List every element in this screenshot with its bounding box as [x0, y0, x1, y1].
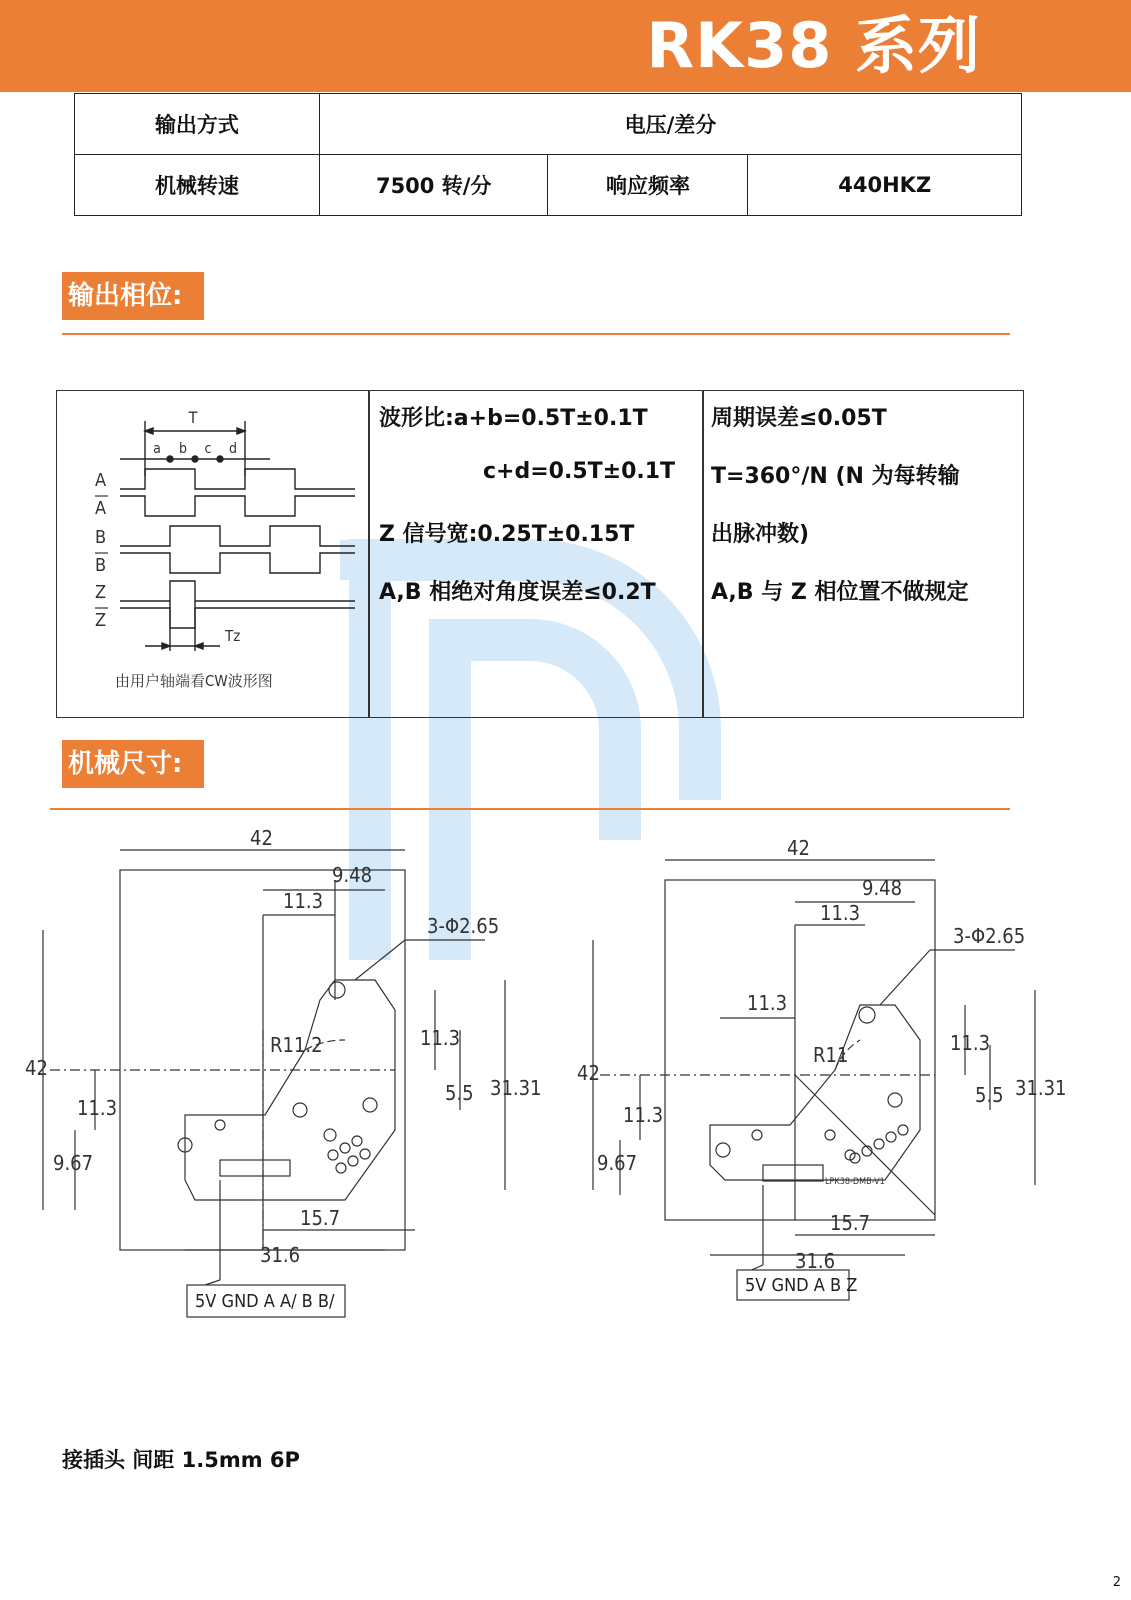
dim-label: 42 — [577, 1061, 600, 1085]
dim-label: 11.3 — [747, 991, 788, 1015]
dim-label: 11.3 — [820, 901, 861, 925]
divider — [368, 391, 370, 717]
period-label: T — [188, 408, 198, 427]
connector-pinout-label: 5V GND A B Z — [745, 1275, 858, 1296]
section-label-phase: 输出相位: — [62, 272, 204, 320]
section-label-dimensions: 机械尺寸: — [62, 740, 204, 788]
waveform-ratio-cd: c+d=0.5T±0.1T — [483, 459, 676, 484]
dim-label: 11.3 — [283, 889, 324, 913]
z-signal-width: Z 信号宽:0.25T±0.15T — [379, 522, 635, 547]
phase-sub-label: a — [153, 441, 161, 457]
dim-label: 9.48 — [332, 863, 373, 887]
dim-label: 9.67 — [53, 1151, 94, 1175]
dim-label: 5.5 — [445, 1081, 474, 1105]
angle-error: A,B 相绝对角度误差≤0.2T — [379, 580, 656, 605]
page-title: RK38 系列 — [646, 9, 981, 82]
dim-label: 9.48 — [862, 876, 903, 900]
dim-label: 42 — [787, 836, 810, 860]
channel-label-b: B — [95, 527, 107, 548]
dim-label: 11.3 — [77, 1096, 118, 1120]
phase-sub-label: c — [204, 441, 212, 457]
output-mode-label: 输出方式 — [75, 94, 320, 155]
period-error: 周期误差≤0.05T — [711, 406, 887, 431]
waveform-caption: 由用户轴端看CW波形图 — [115, 672, 273, 690]
z-position-note: A,B 与 Z 相位置不做规定 — [711, 580, 969, 605]
header-banner — [0, 0, 1131, 92]
channel-label-a: A — [95, 470, 107, 491]
mechanical-drawing-right — [575, 836, 1067, 1330]
table-row — [75, 94, 1022, 155]
tz-label: Tz — [225, 627, 241, 645]
speed-value: 7500 转/分 — [319, 155, 548, 216]
dim-label: 9.67 — [597, 1151, 638, 1175]
connector-note: 接插头 间距 1.5mm 6P — [62, 1448, 300, 1472]
period-formula: T=360°/N (N 为每转输 — [711, 464, 960, 489]
waveform-diagram — [75, 401, 365, 711]
channel-label-b-bar: B — [95, 555, 107, 576]
connector-pinout-label: 5V GND A A/ B B/ — [195, 1291, 335, 1312]
spec-table — [74, 93, 1022, 216]
speed-label: 机械转速 — [75, 155, 320, 216]
phase-sub-label: b — [179, 441, 187, 457]
page-number: 2 — [1112, 1575, 1121, 1590]
section-rule — [62, 333, 1010, 335]
dim-label: 11.3 — [950, 1031, 991, 1055]
section-rule — [50, 808, 1010, 810]
dim-label: 15.7 — [830, 1211, 871, 1235]
output-mode-value: 电压/差分 — [319, 94, 1021, 155]
phase-sub-label: d — [229, 441, 237, 457]
dim-label: 31.6 — [795, 1249, 836, 1273]
dim-label: 5.5 — [975, 1083, 1004, 1107]
dim-label: 11.3 — [623, 1103, 664, 1127]
phase-spec-box — [56, 390, 1024, 718]
mechanical-drawing-left — [15, 826, 555, 1350]
freq-value: 440HKZ — [748, 155, 1022, 216]
dim-label: 31.31 — [490, 1076, 542, 1100]
dim-label: 3-Φ2.65 — [953, 924, 1026, 948]
freq-label: 响应频率 — [548, 155, 748, 216]
period-formula-cont: 出脉冲数) — [711, 522, 810, 547]
dim-label: 31.31 — [1015, 1076, 1067, 1100]
divider — [702, 391, 704, 717]
dim-label: R11 — [813, 1043, 849, 1067]
dim-label: R11.2 — [270, 1033, 323, 1057]
dim-label: 3-Φ2.65 — [427, 914, 500, 938]
waveform-ratio-ab: 波形比:a+b=0.5T±0.1T — [379, 406, 648, 431]
table-row — [75, 155, 1022, 216]
channel-label-z-bar: Z — [95, 610, 107, 631]
pcb-silkscreen-label: LPK38-DMB-V1 — [825, 1177, 885, 1187]
channel-label-z: Z — [95, 582, 107, 603]
dim-label: 42 — [25, 1056, 48, 1080]
channel-label-a-bar: A — [95, 498, 107, 519]
dim-label: 31.6 — [260, 1243, 301, 1267]
dim-label: 11.3 — [420, 1026, 461, 1050]
dim-label: 42 — [250, 826, 273, 850]
dim-label: 15.7 — [300, 1206, 341, 1230]
